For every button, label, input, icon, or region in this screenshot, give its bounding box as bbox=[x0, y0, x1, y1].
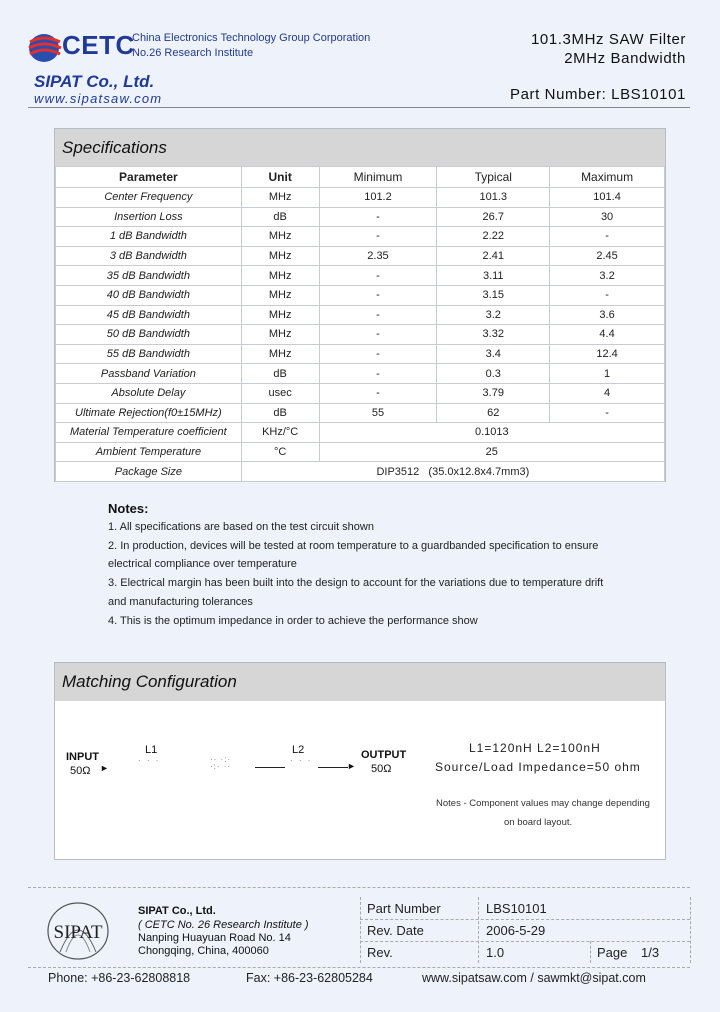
output-arrow-icon: ► bbox=[347, 761, 356, 771]
footer-phone: Phone: +86-23-62808818 bbox=[48, 971, 191, 985]
note-line: and manufacturing tolerances bbox=[108, 596, 253, 608]
footer-grid-divider bbox=[690, 897, 691, 963]
sipat-logo bbox=[30, 900, 126, 962]
unit-cell: dB bbox=[241, 364, 319, 384]
note-line: 3. Electrical margin has been built into the design to account for the variations due to temperature drift bbox=[108, 577, 604, 589]
saw-filter-icon: ·· ·:· ·:· ·· bbox=[210, 755, 232, 771]
footer-institute: ( CETC No. 26 Research Institute ) bbox=[138, 919, 309, 931]
table-row bbox=[56, 246, 665, 266]
table-row bbox=[56, 344, 665, 364]
param-cell: 50 dB Bandwidth bbox=[56, 325, 242, 345]
matching-note-line1: Notes - Component values may change depending bbox=[436, 798, 650, 809]
unit-cell: MHz bbox=[241, 344, 319, 364]
table-row bbox=[56, 227, 665, 247]
typ-cell: 101.3 bbox=[437, 188, 550, 208]
param-cell: Insertion Loss bbox=[56, 207, 242, 227]
input-arrow-icon: ► bbox=[100, 763, 109, 773]
footer-web-email[interactable]: www.sipatsaw.com / sawmkt@sipat.com bbox=[422, 971, 646, 985]
min-cell: 101.2 bbox=[319, 188, 437, 208]
part-number-label: Part Number bbox=[367, 901, 441, 916]
unit-cell: MHz bbox=[241, 188, 319, 208]
table-row bbox=[56, 305, 665, 325]
max-cell: 4 bbox=[550, 383, 665, 403]
rev-date-value: 2006-5-29 bbox=[486, 923, 546, 938]
min-cell: - bbox=[319, 364, 437, 384]
page-label: Page bbox=[597, 945, 628, 960]
max-cell: 2.45 bbox=[550, 246, 665, 266]
rev-date-label: Rev. Date bbox=[367, 923, 424, 938]
value-cell: 0.1013 bbox=[319, 423, 664, 443]
typ-cell: 2.41 bbox=[437, 246, 550, 266]
min-cell: - bbox=[319, 285, 437, 305]
max-cell: 1 bbox=[550, 364, 665, 384]
rev-value: 1.0 bbox=[486, 945, 505, 960]
footer-grid-divider bbox=[360, 897, 361, 963]
unit-cell: dB bbox=[241, 403, 319, 423]
max-cell: 101.4 bbox=[550, 188, 665, 208]
header-divider bbox=[28, 107, 690, 108]
contact-divider bbox=[28, 967, 690, 968]
max-cell: 3.2 bbox=[550, 266, 665, 286]
notes-title: Notes: bbox=[108, 501, 149, 516]
l1-inductor-icon: · · · bbox=[138, 756, 161, 765]
col-header-minimum: Minimum bbox=[319, 167, 437, 188]
footer-fax: Fax: +86-23-62805284 bbox=[246, 971, 373, 985]
unit-cell: usec bbox=[241, 383, 319, 403]
l1-label: L1 bbox=[145, 744, 158, 756]
rev-label: Rev. bbox=[367, 945, 393, 960]
value-cell: 25 bbox=[319, 442, 664, 462]
typ-cell: 3.2 bbox=[437, 305, 550, 325]
typ-cell: 3.4 bbox=[437, 344, 550, 364]
cetc-logo-text: CETC bbox=[62, 30, 135, 60]
param-cell: Ambient Temperature bbox=[56, 442, 242, 462]
max-cell: 30 bbox=[550, 207, 665, 227]
unit-cell: dB bbox=[241, 207, 319, 227]
typ-cell: 3.79 bbox=[437, 383, 550, 403]
table-row bbox=[56, 188, 665, 208]
note-line: electrical compliance over temperature bbox=[108, 558, 297, 570]
output-impedance: 50Ω bbox=[371, 763, 392, 775]
param-cell: 35 dB Bandwidth bbox=[56, 266, 242, 286]
typ-cell: 26.7 bbox=[437, 207, 550, 227]
table-row bbox=[56, 383, 665, 403]
typ-cell: 3.15 bbox=[437, 285, 550, 305]
product-bandwidth: 2MHz Bandwidth bbox=[564, 50, 686, 67]
output-wire bbox=[318, 767, 348, 768]
min-cell: - bbox=[319, 266, 437, 286]
param-cell: Package Size bbox=[56, 462, 242, 482]
inductor-values: L1=120nH L2=100nH bbox=[469, 741, 601, 755]
output-label: OUTPUT bbox=[361, 749, 407, 761]
param-cell: 1 dB Bandwidth bbox=[56, 227, 242, 247]
specifications-heading: Specifications bbox=[55, 129, 665, 166]
typ-cell: 3.11 bbox=[437, 266, 550, 286]
max-cell: 12.4 bbox=[550, 344, 665, 364]
typ-cell: 0.3 bbox=[437, 364, 550, 384]
table-row-package bbox=[56, 462, 665, 482]
min-cell: 2.35 bbox=[319, 246, 437, 266]
col-header-unit: Unit bbox=[241, 167, 319, 188]
input-impedance: 50Ω bbox=[70, 765, 91, 777]
matching-note-line2: on board layout. bbox=[504, 817, 573, 828]
footer-address1: Nanping Huayuan Road No. 14 bbox=[138, 932, 291, 944]
part-number-heading: Part Number: LBS10101 bbox=[509, 86, 686, 103]
unit-cell: MHz bbox=[241, 266, 319, 286]
min-cell: - bbox=[319, 325, 437, 345]
min-cell: - bbox=[319, 207, 437, 227]
specifications-table-body bbox=[56, 188, 665, 423]
table-row-temp-coeff bbox=[56, 423, 665, 443]
param-cell: Ultimate Rejection(f0±15MHz) bbox=[56, 403, 242, 423]
param-cell: Absolute Delay bbox=[56, 383, 242, 403]
unit-cell: MHz bbox=[241, 246, 319, 266]
min-cell: - bbox=[319, 227, 437, 247]
col-header-maximum: Maximum bbox=[550, 167, 665, 188]
col-header-typical: Typical bbox=[437, 167, 550, 188]
unit-cell: MHz bbox=[241, 305, 319, 325]
param-cell: 40 dB Bandwidth bbox=[56, 285, 242, 305]
min-cell: 55 bbox=[319, 403, 437, 423]
l2-label: L2 bbox=[292, 744, 305, 756]
param-cell: Center Frequency bbox=[56, 188, 242, 208]
max-cell: - bbox=[550, 227, 665, 247]
footer-grid-divider bbox=[360, 919, 690, 920]
company-name: SIPAT Co., Ltd. bbox=[34, 72, 155, 91]
param-cell: Passband Variation bbox=[56, 364, 242, 384]
table-row bbox=[56, 325, 665, 345]
value-cell: DIP3512 (35.0x12.8x4.7mm3) bbox=[241, 462, 664, 482]
typ-cell: 62 bbox=[437, 403, 550, 423]
param-cell: 45 dB Bandwidth bbox=[56, 305, 242, 325]
footer-address2: Chongqing, China, 400060 bbox=[138, 945, 269, 957]
footer-grid-divider bbox=[478, 897, 479, 963]
product-title: 101.3MHz SAW Filter bbox=[530, 31, 686, 48]
table-row bbox=[56, 285, 665, 305]
l2-inductor-icon: · · · bbox=[290, 756, 313, 765]
matching-heading: Matching Configuration bbox=[55, 663, 665, 701]
unit-cell: MHz bbox=[241, 227, 319, 247]
max-cell: - bbox=[550, 403, 665, 423]
max-cell: 4.4 bbox=[550, 325, 665, 345]
org-name-line2: No.26 Research Institute bbox=[132, 47, 254, 59]
max-cell: 3.6 bbox=[550, 305, 665, 325]
unit-cell: KHz/°C bbox=[241, 423, 319, 443]
specifications-section bbox=[54, 128, 666, 482]
min-cell: - bbox=[319, 344, 437, 364]
table-row bbox=[56, 207, 665, 227]
input-label: INPUT bbox=[66, 751, 99, 763]
footer-grid-divider bbox=[360, 941, 690, 942]
connection-wire bbox=[255, 767, 285, 768]
footer-divider bbox=[28, 887, 690, 888]
table-row bbox=[56, 266, 665, 286]
cetc-logo bbox=[26, 30, 66, 66]
unit-cell: °C bbox=[241, 442, 319, 462]
specifications-table bbox=[55, 166, 665, 482]
part-number-value: LBS10101 bbox=[486, 901, 547, 916]
typ-cell: 2.22 bbox=[437, 227, 550, 247]
impedance-info: Source/Load Impedance=50 ohm bbox=[435, 760, 641, 774]
note-line: 1. All specifications are based on the test circuit shown bbox=[108, 521, 374, 533]
company-website[interactable]: www.sipatsaw.com bbox=[34, 91, 163, 106]
typ-cell: 3.32 bbox=[437, 325, 550, 345]
org-name-line1: China Electronics Technology Group Corporation bbox=[132, 32, 371, 44]
footer-grid-divider bbox=[590, 941, 591, 963]
page-value: 1/3 bbox=[641, 945, 660, 960]
unit-cell: MHz bbox=[241, 285, 319, 305]
table-row bbox=[56, 403, 665, 423]
footer-company: SIPAT Co., Ltd. bbox=[138, 905, 216, 917]
min-cell: - bbox=[319, 305, 437, 325]
note-line: 2. In production, devices will be tested at room temperature to a guardbanded specification to ensure bbox=[108, 540, 599, 552]
min-cell: - bbox=[319, 383, 437, 403]
param-cell: Material Temperature coefficient bbox=[56, 423, 242, 443]
table-header-row bbox=[56, 167, 665, 188]
table-row-ambient-temp bbox=[56, 442, 665, 462]
unit-cell: MHz bbox=[241, 325, 319, 345]
max-cell: - bbox=[550, 285, 665, 305]
col-header-parameter: Parameter bbox=[56, 167, 242, 188]
param-cell: 3 dB Bandwidth bbox=[56, 246, 242, 266]
table-row bbox=[56, 364, 665, 384]
param-cell: 55 dB Bandwidth bbox=[56, 344, 242, 364]
sipat-logo-text: SIPAT bbox=[53, 922, 103, 943]
note-line: 4. This is the optimum impedance in order to achieve the performance show bbox=[108, 615, 478, 627]
